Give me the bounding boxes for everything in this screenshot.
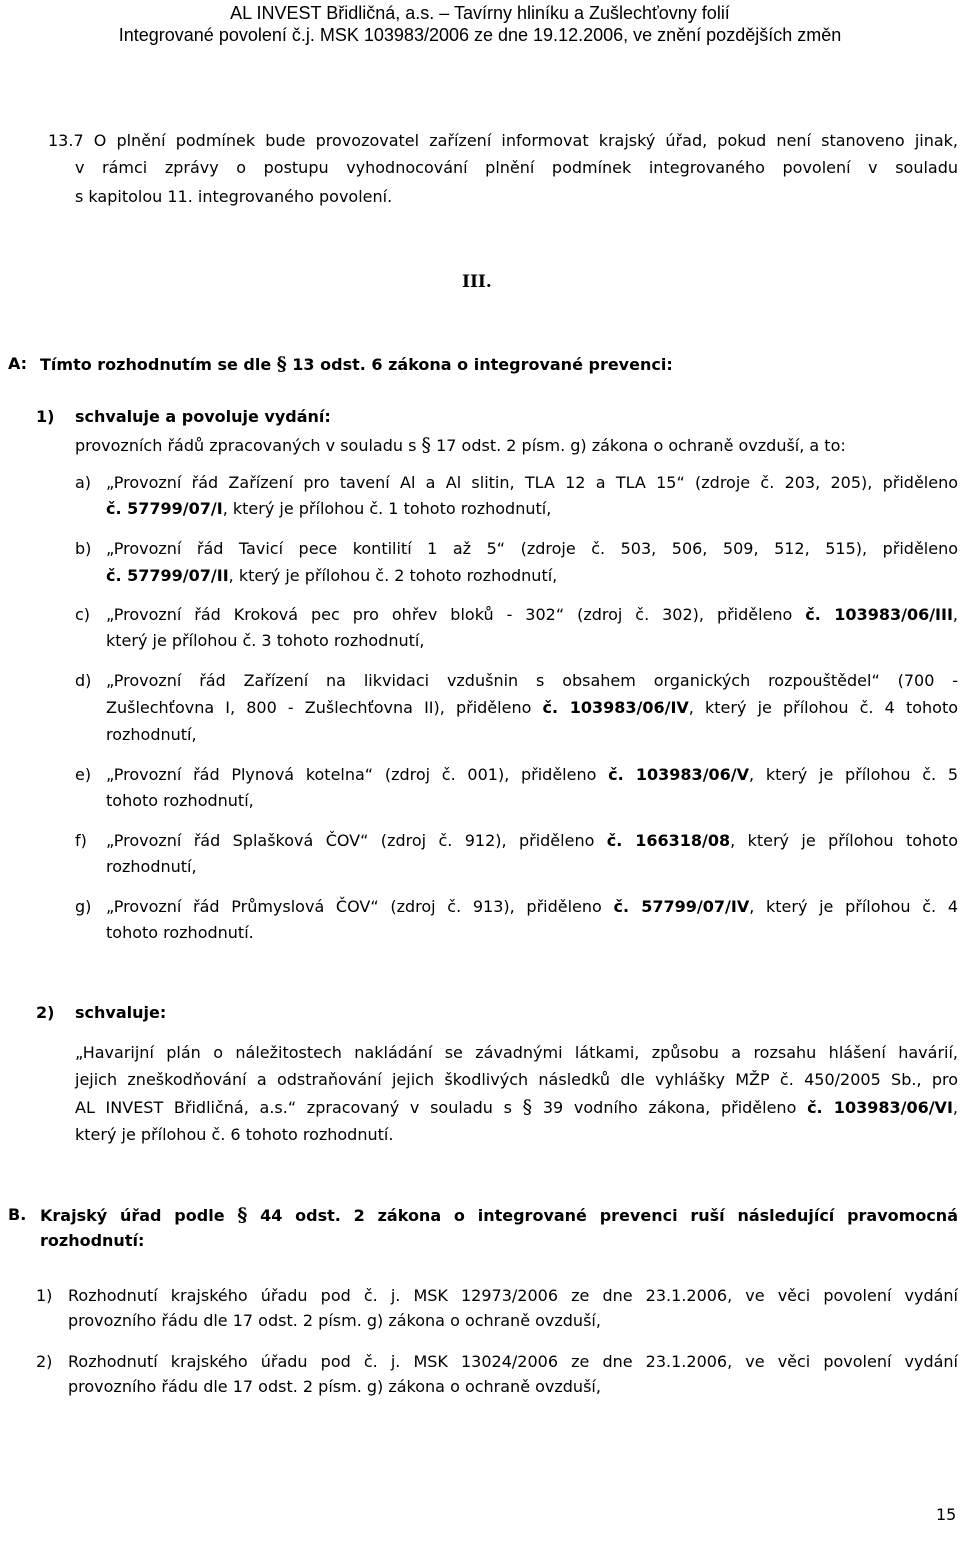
revoked-1-line1: Rozhodnutí krajského úřadu pod č. j. MSK 12973/2006 ze dne 23.1.2006, ve věci povolení vydání — [68, 1286, 958, 1305]
part-a-intro: Tímto rozhodnutím se dle § 13 odst. 6 zákona o integrované prevenci: — [40, 353, 673, 375]
section-heading: III. — [462, 272, 492, 292]
item-d-line2: Zušlechťovna I, 800 - Zušlechťovna II), přiděleno č. 103983/06/IV, který je přílohou č. 4 tohoto — [106, 698, 959, 717]
item-e-line2: tohoto rozhodnutí, — [106, 791, 254, 810]
item-g-label: g) — [75, 897, 92, 916]
item-a-line2: č. 57799/07/I, který je přílohou č. 1 tohoto rozhodnutí, — [106, 499, 552, 518]
page-number: 15 — [936, 1505, 957, 1524]
item-c-line1: „Provozní řád Kroková pec pro ohřev bloků - 302“ (zdroj č. 302), přiděleno č. 103983/06/III, — [106, 605, 958, 624]
item-e-line1: „Provozní řád Plynová kotelna“ (zdroj č. 001), přiděleno č. 103983/06/V, který je přílohou č. 5 — [106, 765, 958, 784]
item-2-line4: který je přílohou č. 6 tohoto rozhodnutí. — [75, 1125, 394, 1144]
item-2-line3: AL INVEST Břidličná, a.s.“ zpracovaný v souladu s § 39 vodního zákona, přiděleno č. 103983/06/VI, — [75, 1096, 958, 1118]
item-c-line2: který je přílohou č. 3 tohoto rozhodnutí, — [106, 631, 425, 650]
revoked-1-line2: provozního řádu dle 17 odst. 2 písm. g) zákona o ochraně ovzduší, — [68, 1311, 601, 1330]
revoked-2-line2: provozního řádu dle 17 odst. 2 písm. g) zákona o ochraně ovzduší, — [68, 1377, 601, 1396]
item-2-line2: jejich zneškodňování a odstraňování jejich škodlivých následků dle vyhlášky MŽP č. 450/2005 Sb., pro — [75, 1070, 958, 1089]
item-b-line1: „Provozní řád Tavicí pece kontilití 1 až 5“ (zdroje č. 503, 506, 509, 512, 515), přiděleno — [106, 539, 958, 558]
item-a-line1: „Provozní řád Zařízení pro tavení Al a Al slitin, TLA 12 a TLA 15“ (zdroje č. 203, 205), přiděleno — [106, 473, 958, 492]
item-2-line1: „Havarijní plán o náležitostech nakládání se závadnými látkami, způsobu a rozsahu hlášení havárií, — [75, 1043, 958, 1062]
part-b-line1: Krajský úřad podle § 44 odst. 2 zákona o integrované prevenci ruší následující pravomocná — [40, 1204, 958, 1226]
para-13-7-line3: s kapitolou 11. integrovaného povolení. — [75, 187, 393, 206]
item-f-label: f) — [75, 831, 87, 850]
item-d-line1: „Provozní řád Zařízení na likvidaci vzdušnin s obsahem organických rozpouštědel“ (700 - — [106, 671, 958, 690]
item-1-number: 1) — [36, 407, 55, 426]
item-2-number: 2) — [36, 1003, 55, 1022]
item-c-label: c) — [75, 605, 91, 624]
item-d-line3: rozhodnutí, — [106, 725, 197, 744]
revoked-1-number: 1) — [36, 1286, 53, 1305]
part-b-line2: rozhodnutí: — [40, 1231, 145, 1250]
part-b-label: B. — [8, 1205, 27, 1224]
item-a-label: a) — [75, 473, 92, 492]
revoked-2-number: 2) — [36, 1352, 53, 1371]
item-d-label: d) — [75, 671, 92, 690]
revoked-2-line1: Rozhodnutí krajského úřadu pod č. j. MSK 13024/2006 ze dne 23.1.2006, ve věci povolení vydání — [68, 1352, 958, 1371]
item-1-title: schvaluje a povoluje vydání: — [75, 407, 331, 426]
item-b-line2: č. 57799/07/II, který je přílohou č. 2 tohoto rozhodnutí, — [106, 566, 558, 585]
para-13-7-line1: 13.7 O plnění podmínek bude provozovatel zařízení informovat krajský úřad, pokud není stanoveno jinak, — [48, 131, 958, 150]
item-2-title: schvaluje: — [75, 1003, 167, 1022]
header-title: AL INVEST Břidličná, a.s. – Tavírny hliníku a Zušlechťovny folií — [230, 3, 730, 23]
part-a-label: A: — [8, 354, 28, 373]
item-e-label: e) — [75, 765, 92, 784]
item-1-subtitle: provozních řádů zpracovaných v souladu s § 17 odst. 2 písm. g) zákona o ochraně ovzduší, a to: — [75, 434, 846, 456]
item-g-line2: tohoto rozhodnutí. — [106, 923, 254, 942]
item-g-line1: „Provozní řád Průmyslová ČOV“ (zdroj č. 913), přiděleno č. 57799/07/IV, který je přílohou č. 4 — [106, 897, 959, 916]
item-f-line2: rozhodnutí, — [106, 857, 197, 876]
item-b-label: b) — [75, 539, 92, 558]
item-f-line1: „Provozní řád Splašková ČOV“ (zdroj č. 912), přiděleno č. 166318/08, který je přílohou tohoto — [106, 831, 958, 850]
para-13-7-line2: v rámci zprávy o postupu vyhodnocování plnění podmínek integrovaného povolení v souladu — [75, 158, 958, 177]
header-subtitle: Integrované povolení č.j. MSK 103983/2006 ze dne 19.12.2006, ve znění pozdějších změn — [118, 25, 842, 45]
